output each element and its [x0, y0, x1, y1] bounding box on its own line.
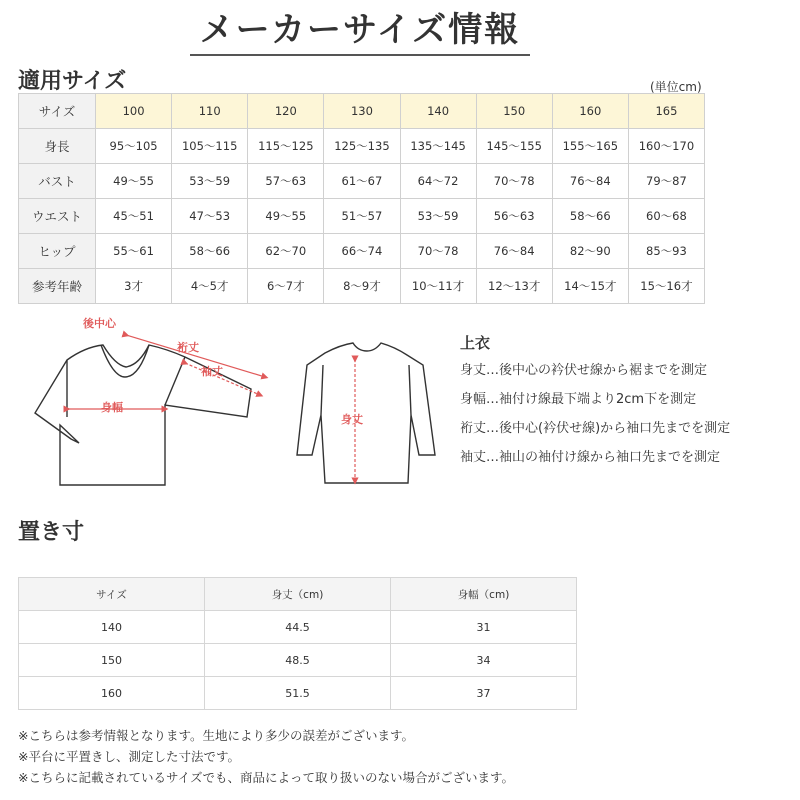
- table-cell: 57〜63: [248, 164, 324, 199]
- unit-note: (単位cm): [650, 80, 702, 94]
- table-cell: 49〜55: [96, 164, 172, 199]
- label-width: 身幅: [101, 401, 123, 414]
- table-cell: 12〜13才: [476, 269, 552, 304]
- oki-size-table: [18, 577, 577, 710]
- table-cell: 37: [391, 677, 577, 710]
- table-header-row: [19, 578, 577, 611]
- table-cell: 31: [391, 611, 577, 644]
- table-cell: 51.5: [205, 677, 391, 710]
- label-yuki: 裄丈: [177, 341, 199, 354]
- table-cell: 61〜67: [324, 164, 400, 199]
- row-header: ウエスト: [19, 199, 96, 234]
- label-back-center: 後中心: [83, 317, 116, 330]
- table-cell: 79〜87: [628, 164, 704, 199]
- table-cell: 58〜66: [172, 234, 248, 269]
- notes: [18, 725, 788, 788]
- table-cell: 110: [172, 94, 248, 129]
- table-cell: 48.5: [205, 644, 391, 677]
- table-row: [19, 199, 705, 234]
- garment-diagram: [15, 305, 455, 505]
- table-cell: 160: [19, 677, 205, 710]
- table-cell: 70〜78: [476, 164, 552, 199]
- table-cell: 53〜59: [172, 164, 248, 199]
- row-header: ヒップ: [19, 234, 96, 269]
- label-sleeve: 袖丈: [201, 365, 223, 378]
- table-cell: 6〜7才: [248, 269, 324, 304]
- table-cell: 120: [248, 94, 324, 129]
- table-cell: 60〜68: [628, 199, 704, 234]
- table-cell: 105〜115: [172, 129, 248, 164]
- table-cell: 47〜53: [172, 199, 248, 234]
- legend-line-sleeve: 袖丈…袖山の袖付け線から袖口先までを測定: [460, 450, 721, 465]
- table-cell: 66〜74: [324, 234, 400, 269]
- table-cell: 160〜170: [628, 129, 704, 164]
- table-row: [19, 164, 705, 199]
- column-header: 身幅（cm): [391, 578, 577, 611]
- table-cell: 3才: [96, 269, 172, 304]
- row-header: サイズ: [19, 94, 96, 129]
- legend-line-width: 身幅…袖付け線最下端より2cm下を測定: [460, 392, 697, 407]
- table-cell: 14〜15才: [552, 269, 628, 304]
- page-title: メーカーサイズ情報: [199, 10, 521, 50]
- table-cell: 165: [628, 94, 704, 129]
- table-cell: 51〜57: [324, 199, 400, 234]
- table-cell: 130: [324, 94, 400, 129]
- fit-size-heading: 適用サイズ: [18, 69, 127, 94]
- table-row: [19, 644, 577, 677]
- table-cell: 160: [552, 94, 628, 129]
- table-cell: 70〜78: [400, 234, 476, 269]
- table-cell: 64〜72: [400, 164, 476, 199]
- row-header: 身長: [19, 129, 96, 164]
- table-cell: 100: [96, 94, 172, 129]
- table-cell: 145〜155: [476, 129, 552, 164]
- table-cell: 125〜135: [324, 129, 400, 164]
- legend-title: 上衣: [460, 334, 491, 352]
- table-cell: 8〜9才: [324, 269, 400, 304]
- row-header: 参考年齢: [19, 269, 96, 304]
- column-header: 身丈（cm): [205, 578, 391, 611]
- table-row: [19, 234, 705, 269]
- table-cell: 115〜125: [248, 129, 324, 164]
- table-cell: 15〜16才: [628, 269, 704, 304]
- table-cell: 58〜66: [552, 199, 628, 234]
- note-1: ※こちらは参考情報となります。生地により多少の誤差がございます。: [18, 728, 414, 743]
- table-cell: 155〜165: [552, 129, 628, 164]
- legend-line-length: 身丈…後中心の衿伏せ線から裾までを測定: [460, 363, 708, 378]
- table-cell: 140: [400, 94, 476, 129]
- label-length: 身丈: [341, 413, 363, 426]
- legend-line-yuki: 裄丈…後中心(衿伏せ線)から袖口先までを測定: [460, 421, 731, 436]
- table-cell: 53〜59: [400, 199, 476, 234]
- table-cell: 140: [19, 611, 205, 644]
- table-row: [19, 94, 705, 129]
- table-cell: 76〜84: [552, 164, 628, 199]
- table-cell: 56〜63: [476, 199, 552, 234]
- table-cell: 55〜61: [96, 234, 172, 269]
- table-cell: 150: [476, 94, 552, 129]
- table-cell: 44.5: [205, 611, 391, 644]
- table-cell: 135〜145: [400, 129, 476, 164]
- oki-size-heading: 置き寸: [18, 520, 85, 545]
- table-cell: 49〜55: [248, 199, 324, 234]
- fit-size-table: [18, 93, 705, 304]
- table-row: [19, 269, 705, 304]
- table-row: [19, 129, 705, 164]
- note-3: ※こちらに記載されているサイズでも、商品によって取り扱いのない場合がございます。: [18, 770, 514, 785]
- table-row: [19, 677, 577, 710]
- table-cell: 34: [391, 644, 577, 677]
- table-cell: 82〜90: [552, 234, 628, 269]
- note-2: ※平台に平置きし、測定した寸法です。: [18, 749, 240, 764]
- table-cell: 76〜84: [476, 234, 552, 269]
- measurement-legend: [460, 332, 790, 477]
- table-cell: 150: [19, 644, 205, 677]
- table-cell: 62〜70: [248, 234, 324, 269]
- table-cell: 85〜93: [628, 234, 704, 269]
- title-underline: [190, 54, 530, 56]
- row-header: バスト: [19, 164, 96, 199]
- back-garment-outline: [297, 343, 435, 483]
- table-cell: 95〜105: [96, 129, 172, 164]
- table-cell: 4〜5才: [172, 269, 248, 304]
- table-cell: 10〜11才: [400, 269, 476, 304]
- table-row: [19, 611, 577, 644]
- column-header: サイズ: [19, 578, 205, 611]
- table-cell: 45〜51: [96, 199, 172, 234]
